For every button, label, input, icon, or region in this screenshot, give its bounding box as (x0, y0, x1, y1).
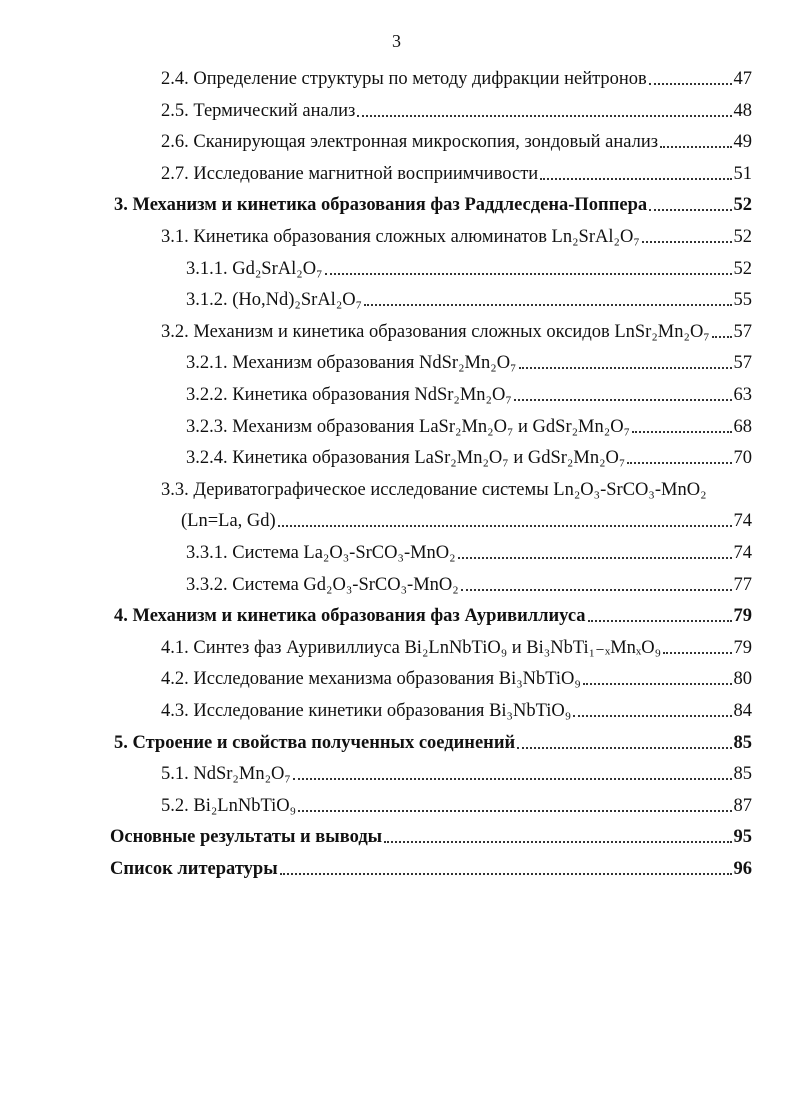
toc-entry-page: 63 (733, 385, 752, 405)
dot-leader (642, 241, 732, 243)
toc-entry (161, 757, 752, 785)
toc-entry (186, 378, 752, 406)
toc-entry-title: 2.4. Определение структуры по методу дифракции нейтронов (161, 69, 647, 89)
toc-entry (186, 441, 752, 469)
toc-entry (186, 536, 752, 564)
toc-entry-title: 2.5. Термический анализ (161, 100, 356, 121)
dot-leader (583, 683, 732, 685)
toc-entry (114, 726, 752, 754)
toc-entry-title: 3.2.3. Механизм образования LaSr₂Mn₂O₇ и GdSr₂Mn₂O₇ (186, 416, 631, 437)
toc-entry (161, 631, 752, 659)
toc-entry (110, 852, 752, 880)
toc-entry-page: 68 (733, 416, 752, 437)
dot-leader (649, 83, 732, 85)
dot-leader (278, 525, 732, 527)
dot-leader (712, 336, 732, 338)
dot-leader (540, 178, 731, 180)
toc-entry-title: 5.1. NdSr₂Mn₂O₇ (161, 764, 291, 785)
toc-entry-title: 5.2. Bi₂LnNbTiO₉ (161, 795, 297, 816)
toc-entry-page: 51 (733, 163, 752, 184)
toc-entry (181, 504, 752, 532)
toc-entry-title: 3. Механизм и кинетика образования фаз Раддлесдена-Поппера (114, 195, 648, 216)
dot-leader (280, 873, 732, 875)
toc-entry (161, 125, 752, 153)
dot-leader (384, 841, 731, 843)
toc-entry-page: 74 (733, 511, 752, 532)
dot-leader (293, 778, 732, 780)
toc-entry (114, 599, 752, 627)
page-number: 3 (392, 31, 401, 51)
toc-entry-title: 3.1.1. Gd₂SrAl₂O₇ (186, 258, 323, 279)
toc-entry (161, 662, 752, 690)
toc-entry-page: 74 (733, 543, 752, 563)
dot-leader (649, 209, 731, 211)
toc-entry (186, 568, 752, 596)
toc-entry-page: 79 (733, 637, 752, 658)
dot-leader (458, 557, 732, 559)
toc-entry-title: 3.2.2. Кинетика образования NdSr₂Mn₂O₇ (186, 385, 512, 405)
toc-entry (114, 188, 752, 216)
toc-entry (186, 346, 752, 374)
toc-entry-title: 2.7. Исследование магнитной восприимчивости (161, 163, 539, 184)
dot-leader (627, 462, 731, 464)
toc-entry-title: 4.2. Исследование механизма образования Bi₃NbTiO₉ (161, 669, 581, 690)
toc-entry-title: 4.1. Синтез фаз Ауривиллиуса Bi₂LnNbTiO₉ и Bi₃NbTi₁₋ₓMnₓO₉ (161, 637, 662, 658)
dot-leader (519, 367, 732, 369)
toc-entry-page: 79 (733, 606, 752, 627)
dot-leader (364, 304, 731, 306)
toc-entry-title: Список литературы (110, 859, 278, 879)
toc-entry-title: 3.1.2. (Ho,Nd)₂SrAl₂O₇ (186, 290, 363, 311)
toc-entry-page: 77 (733, 574, 752, 595)
toc-entry-title: 2.6. Сканирующая электронная микроскопия, зондовый анализ (161, 132, 659, 153)
table-of-contents (0, 62, 793, 1062)
toc-entry (186, 283, 752, 311)
toc-entry-title: 3.3.2. Система Gd₂O₃-SrCO₃-MnO₂ (186, 574, 459, 595)
toc-entry (161, 62, 752, 90)
dot-leader (325, 273, 732, 275)
toc-entry-page: 52 (733, 195, 752, 216)
dot-leader (461, 589, 732, 591)
dot-leader (514, 399, 732, 401)
toc-entry (161, 315, 752, 343)
toc-entry (110, 820, 752, 848)
toc-entry-page: 85 (733, 764, 752, 785)
toc-entry-title: 3.1. Кинетика образования сложных алюминатов Ln₂SrAl₂O₇ (161, 227, 640, 247)
toc-entry-title: 5. Строение и свойства полученных соединений (114, 732, 516, 753)
toc-entry-page: 85 (733, 732, 752, 753)
toc-entry-title: 4. Механизм и кинетика образования фаз Ауривиллиуса (114, 606, 586, 627)
toc-entry-title: 4.3. Исследование кинетики образования Bi₃NbTiO₉ (161, 701, 572, 721)
toc-entry-page: 80 (733, 669, 752, 690)
toc-entry-title: 3.2.4. Кинетика образования LaSr₂Mn₂O₇ и GdSr₂Mn₂O₇ (186, 448, 626, 469)
dot-leader (660, 146, 731, 148)
dot-leader (298, 810, 731, 812)
dot-leader (357, 115, 731, 117)
toc-entry-page: 95 (733, 827, 752, 848)
toc-entry-title: 3.2.1. Механизм образования NdSr₂Mn₂O₇ (186, 353, 517, 374)
toc-entry-title: 3.3. Дериватографическое исследование системы Ln₂O₃-SrCO₃-MnO₂ (161, 479, 707, 500)
toc-entry-page: 52 (733, 227, 752, 247)
toc-entry (186, 252, 752, 280)
toc-entry (161, 694, 752, 722)
toc-entry-page: 96 (733, 859, 752, 879)
toc-entry-page: 48 (733, 100, 752, 121)
toc-entry-title: 3.2. Механизм и кинетика образования сложных оксидов LnSr₂Mn₂O₇ (161, 321, 710, 342)
toc-entry-page: 52 (733, 258, 752, 279)
toc-entry-page: 55 (733, 290, 752, 311)
toc-entry (161, 157, 752, 185)
dot-leader (663, 652, 731, 654)
toc-entry-page: 57 (733, 321, 752, 342)
toc-entry-title: (Ln=La, Gd) (181, 511, 276, 532)
toc-entry-page: 49 (733, 132, 752, 153)
toc-entry-page: 70 (733, 448, 752, 469)
dot-leader (588, 620, 732, 622)
toc-entry-page: 87 (733, 795, 752, 816)
toc-entry-page: 47 (733, 69, 752, 89)
dot-leader (573, 715, 731, 717)
toc-entry (161, 789, 752, 817)
toc-entry-title: 3.3.1. Система La₂O₃-SrCO₃-MnO₂ (186, 543, 456, 563)
toc-entry (186, 410, 752, 438)
dot-leader (517, 747, 731, 749)
toc-entry (161, 220, 752, 248)
toc-entry (161, 473, 752, 501)
toc-entry-page: 57 (733, 353, 752, 374)
toc-entry-page: 84 (733, 701, 752, 721)
toc-entry (161, 94, 752, 122)
dot-leader (632, 431, 731, 433)
toc-entry-title: Основные результаты и выводы (110, 827, 383, 848)
